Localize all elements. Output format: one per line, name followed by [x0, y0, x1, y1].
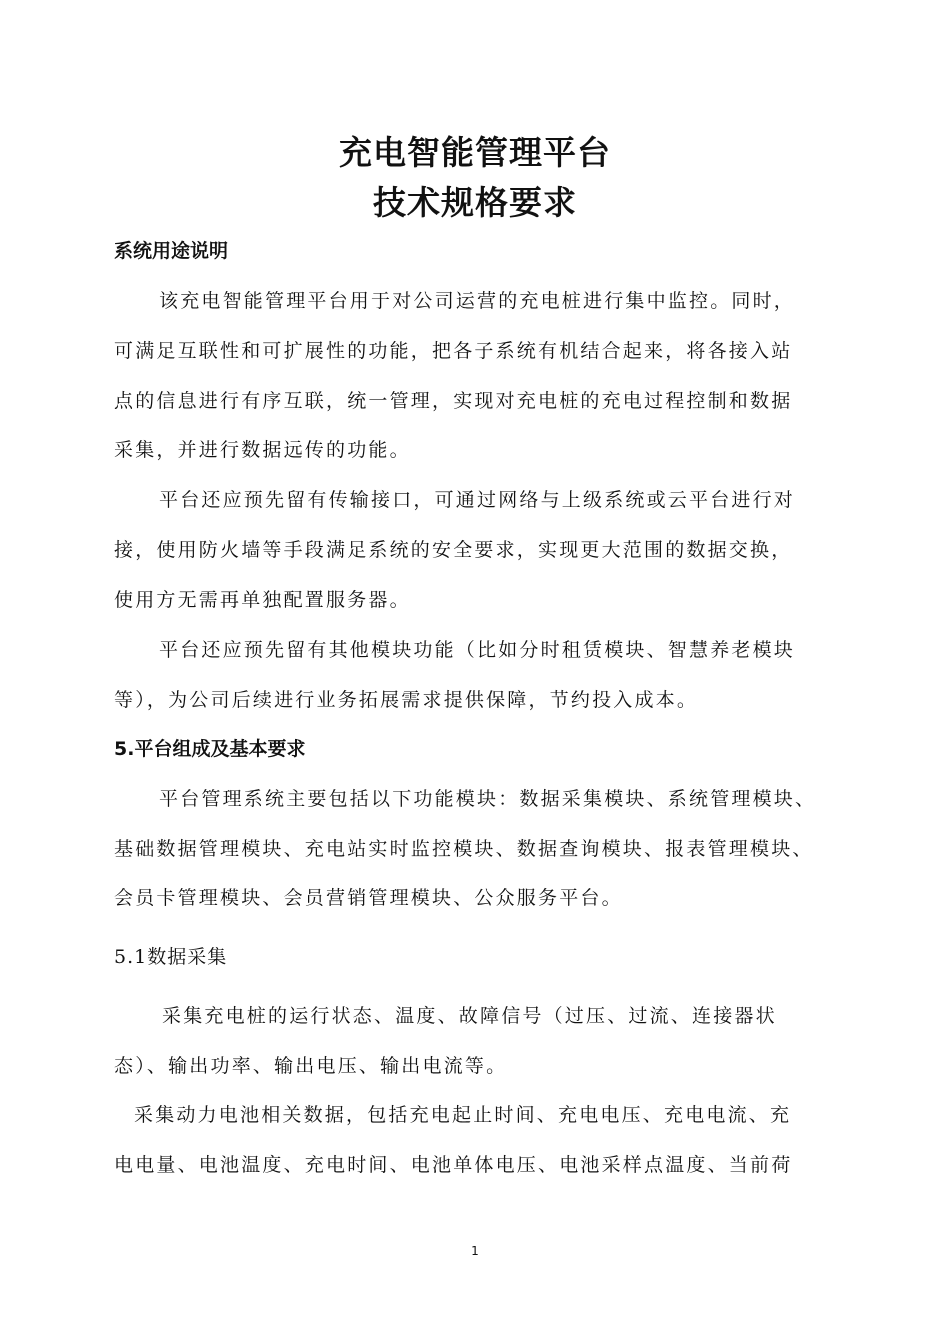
paragraph-line: 点的信息进行有序互联，统一管理，实现对充电桩的充电过程控制和数据	[114, 390, 793, 412]
paragraph-line: 等），为公司后续进行业务拓展需求提供保障，节约投入成本。	[114, 689, 699, 711]
paragraph-line: 平台还应预先留有传输接口，可通过网络与上级系统或云平台进行对	[159, 489, 796, 511]
subsection-heading-5-1: 5.1数据采集	[114, 946, 228, 968]
paragraph-line: 采集，并进行数据远传的功能。	[114, 439, 411, 461]
document-title-line-2: 技术规格要求	[373, 183, 577, 222]
section-heading-5: 5.平台组成及基本要求	[114, 738, 306, 760]
paragraph-line: 该充电智能管理平台用于对公司运营的充电桩进行集中监控。同时，	[159, 290, 796, 312]
paragraph-line: 平台管理系统主要包括以下功能模块：数据采集模块、系统管理模块、	[159, 788, 817, 810]
paragraph-line: 基础数据管理模块、充电站实时监控模块、数据查询模块、报表管理模块、	[114, 838, 814, 860]
paragraph-line: 采集充电桩的运行状态、温度、故障信号（过压、过流、连接器状	[162, 1005, 777, 1027]
paragraph-line: 采集动力电池相关数据，包括充电起止时间、充电电压、充电电流、充	[134, 1104, 792, 1126]
paragraph-line: 态）、输出功率、输出电压、输出电流等。	[114, 1055, 508, 1077]
paragraph-line: 电电量、电池温度、充电时间、电池单体电压、电池采样点温度、当前荷	[114, 1154, 793, 1176]
page-number: 1	[471, 1244, 479, 1258]
paragraph-line: 使用方无需再单独配置服务器。	[114, 589, 411, 611]
paragraph-line: 可满足互联性和可扩展性的功能，把各子系统有机结合起来，将各接入站	[114, 340, 793, 362]
paragraph-line: 会员卡管理模块、会员营销管理模块、公众服务平台。	[114, 887, 623, 909]
section-heading-usage: 系统用途说明	[114, 240, 229, 262]
paragraph-line: 平台还应预先留有其他模块功能（比如分时租赁模块、智慧养老模块	[159, 639, 796, 661]
document-title-line-1: 充电智能管理平台	[339, 133, 611, 172]
paragraph-line: 接，使用防火墙等手段满足系统的安全要求，实现更大范围的数据交换，	[114, 539, 793, 561]
